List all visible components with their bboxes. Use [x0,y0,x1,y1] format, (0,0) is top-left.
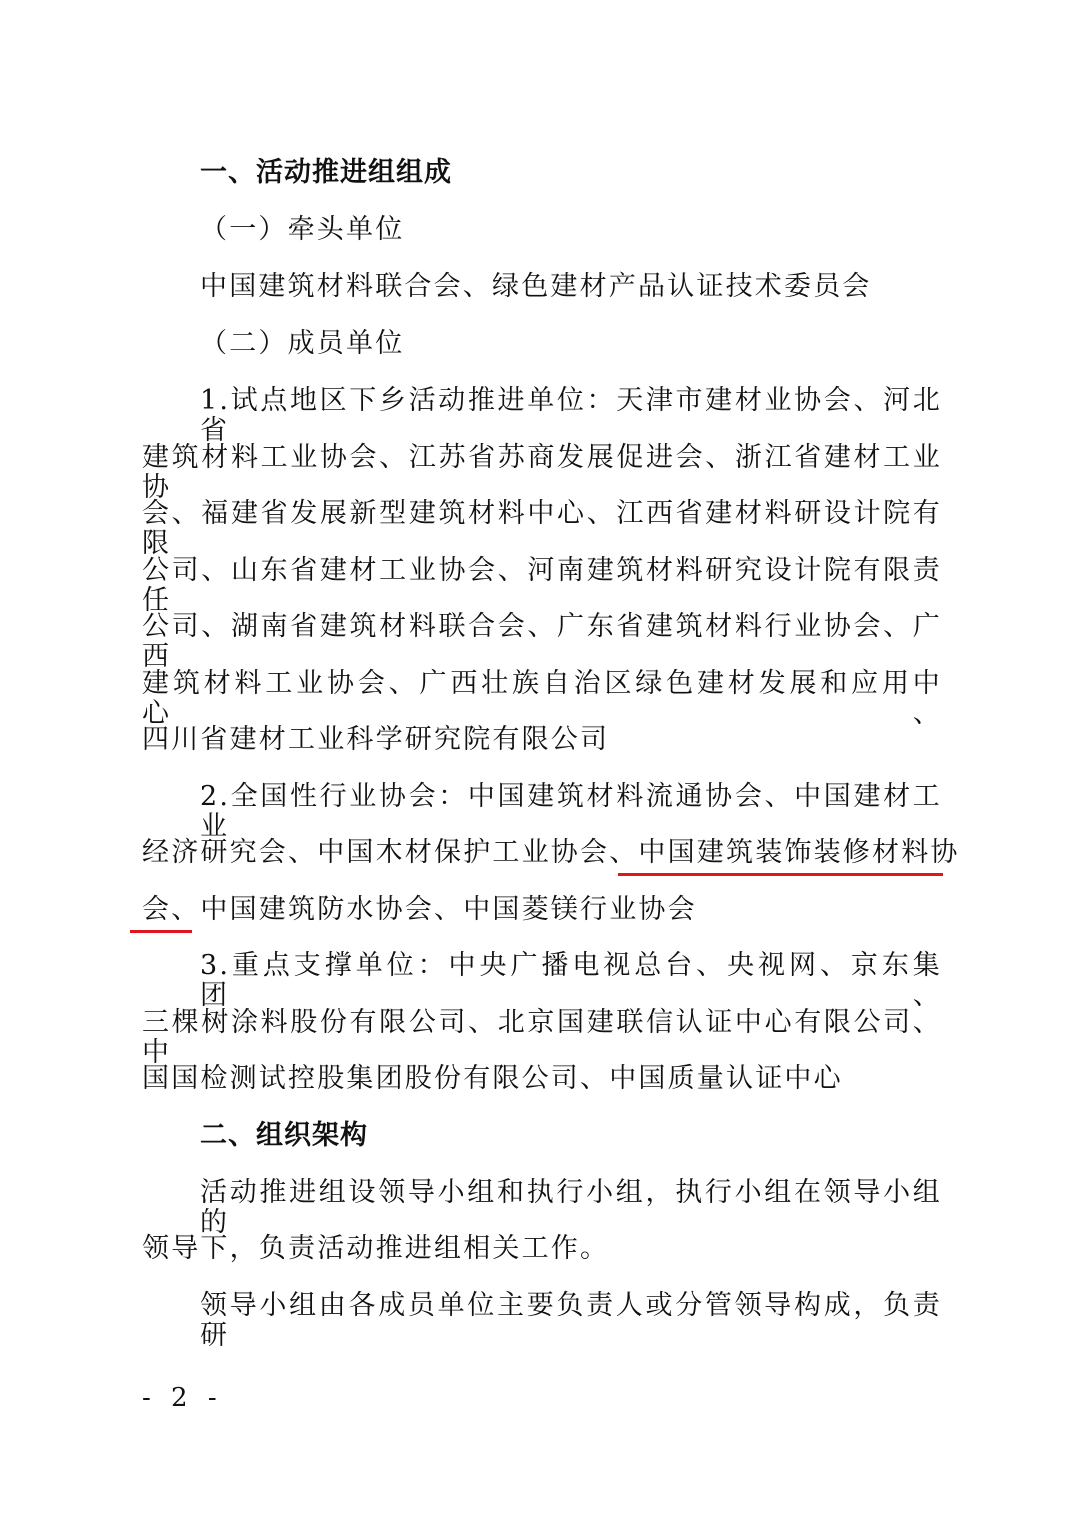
item1-line: 建筑材料工业协会、广西壮族自治区绿色建材发展和应用中心、 [142,668,942,729]
item2-line [142,895,942,925]
item2-line: 2.全国性行业协会：中国建筑材料流通协会、中国建材工业 [200,781,942,842]
para2-line: 领导小组由各成员单位主要负责人或分管领导构成，负责研 [200,1290,942,1351]
section2-heading: 二、组织架构 [200,1120,368,1151]
sub1-text: 中国建筑材料联合会、绿色建材产品认证技术委员会 [200,271,872,302]
item3-line: 三棵树涂料股份有限公司、北京国建联信认证中心有限公司、中 [142,1007,942,1068]
item2-line [142,837,960,868]
highlighted-org-name-end: 会 [142,894,172,925]
item1-line: 公司、湖南省建筑材料联合会、广东省建筑材料行业协会、广西 [142,611,942,672]
page-number: - 2 - [142,1383,223,1413]
red-underline [130,930,192,933]
section1-heading: 一、活动推进组组成 [200,157,452,188]
red-underline [618,873,943,876]
para1-line: 活动推进组设领导小组和执行小组，执行小组在领导小组的 [200,1177,942,1238]
item1-line: 公司、山东省建材工业协会、河南建筑材料研究设计院有限责任 [142,555,942,616]
item1-line: 四川省建材工业科学研究院有限公司 [142,724,610,755]
item2-line2-prefix: 经济研究会、中国木材保护工业协会、 [142,837,639,868]
item1-line: 建筑材料工业协会、江苏省苏商发展促进会、浙江省建材工业协 [142,442,942,503]
item3-line: 国国检测试控股集团股份有限公司、中国质量认证中心 [142,1063,843,1094]
item3-line: 3.重点支撑单位：中央广播电视总台、央视网、京东集团、 [200,950,942,1011]
highlighted-org-name: 中国建筑装饰装修材料协 [638,837,960,868]
para1-line: 领导下，负责活动推进组相关工作。 [142,1233,610,1264]
sub2-heading: （二）成员单位 [200,328,405,359]
sub1-heading: （一）牵头单位 [200,214,405,245]
item1-line: 会、福建省发展新型建筑材料中心、江西省建材料研设计院有限 [142,498,942,559]
item2-line3-suffix: 、中国建筑防水协会、中国菱镁行业协会 [171,894,697,925]
item1-line: 1.试点地区下乡活动推进单位：天津市建材业协会、河北省 [200,385,942,446]
